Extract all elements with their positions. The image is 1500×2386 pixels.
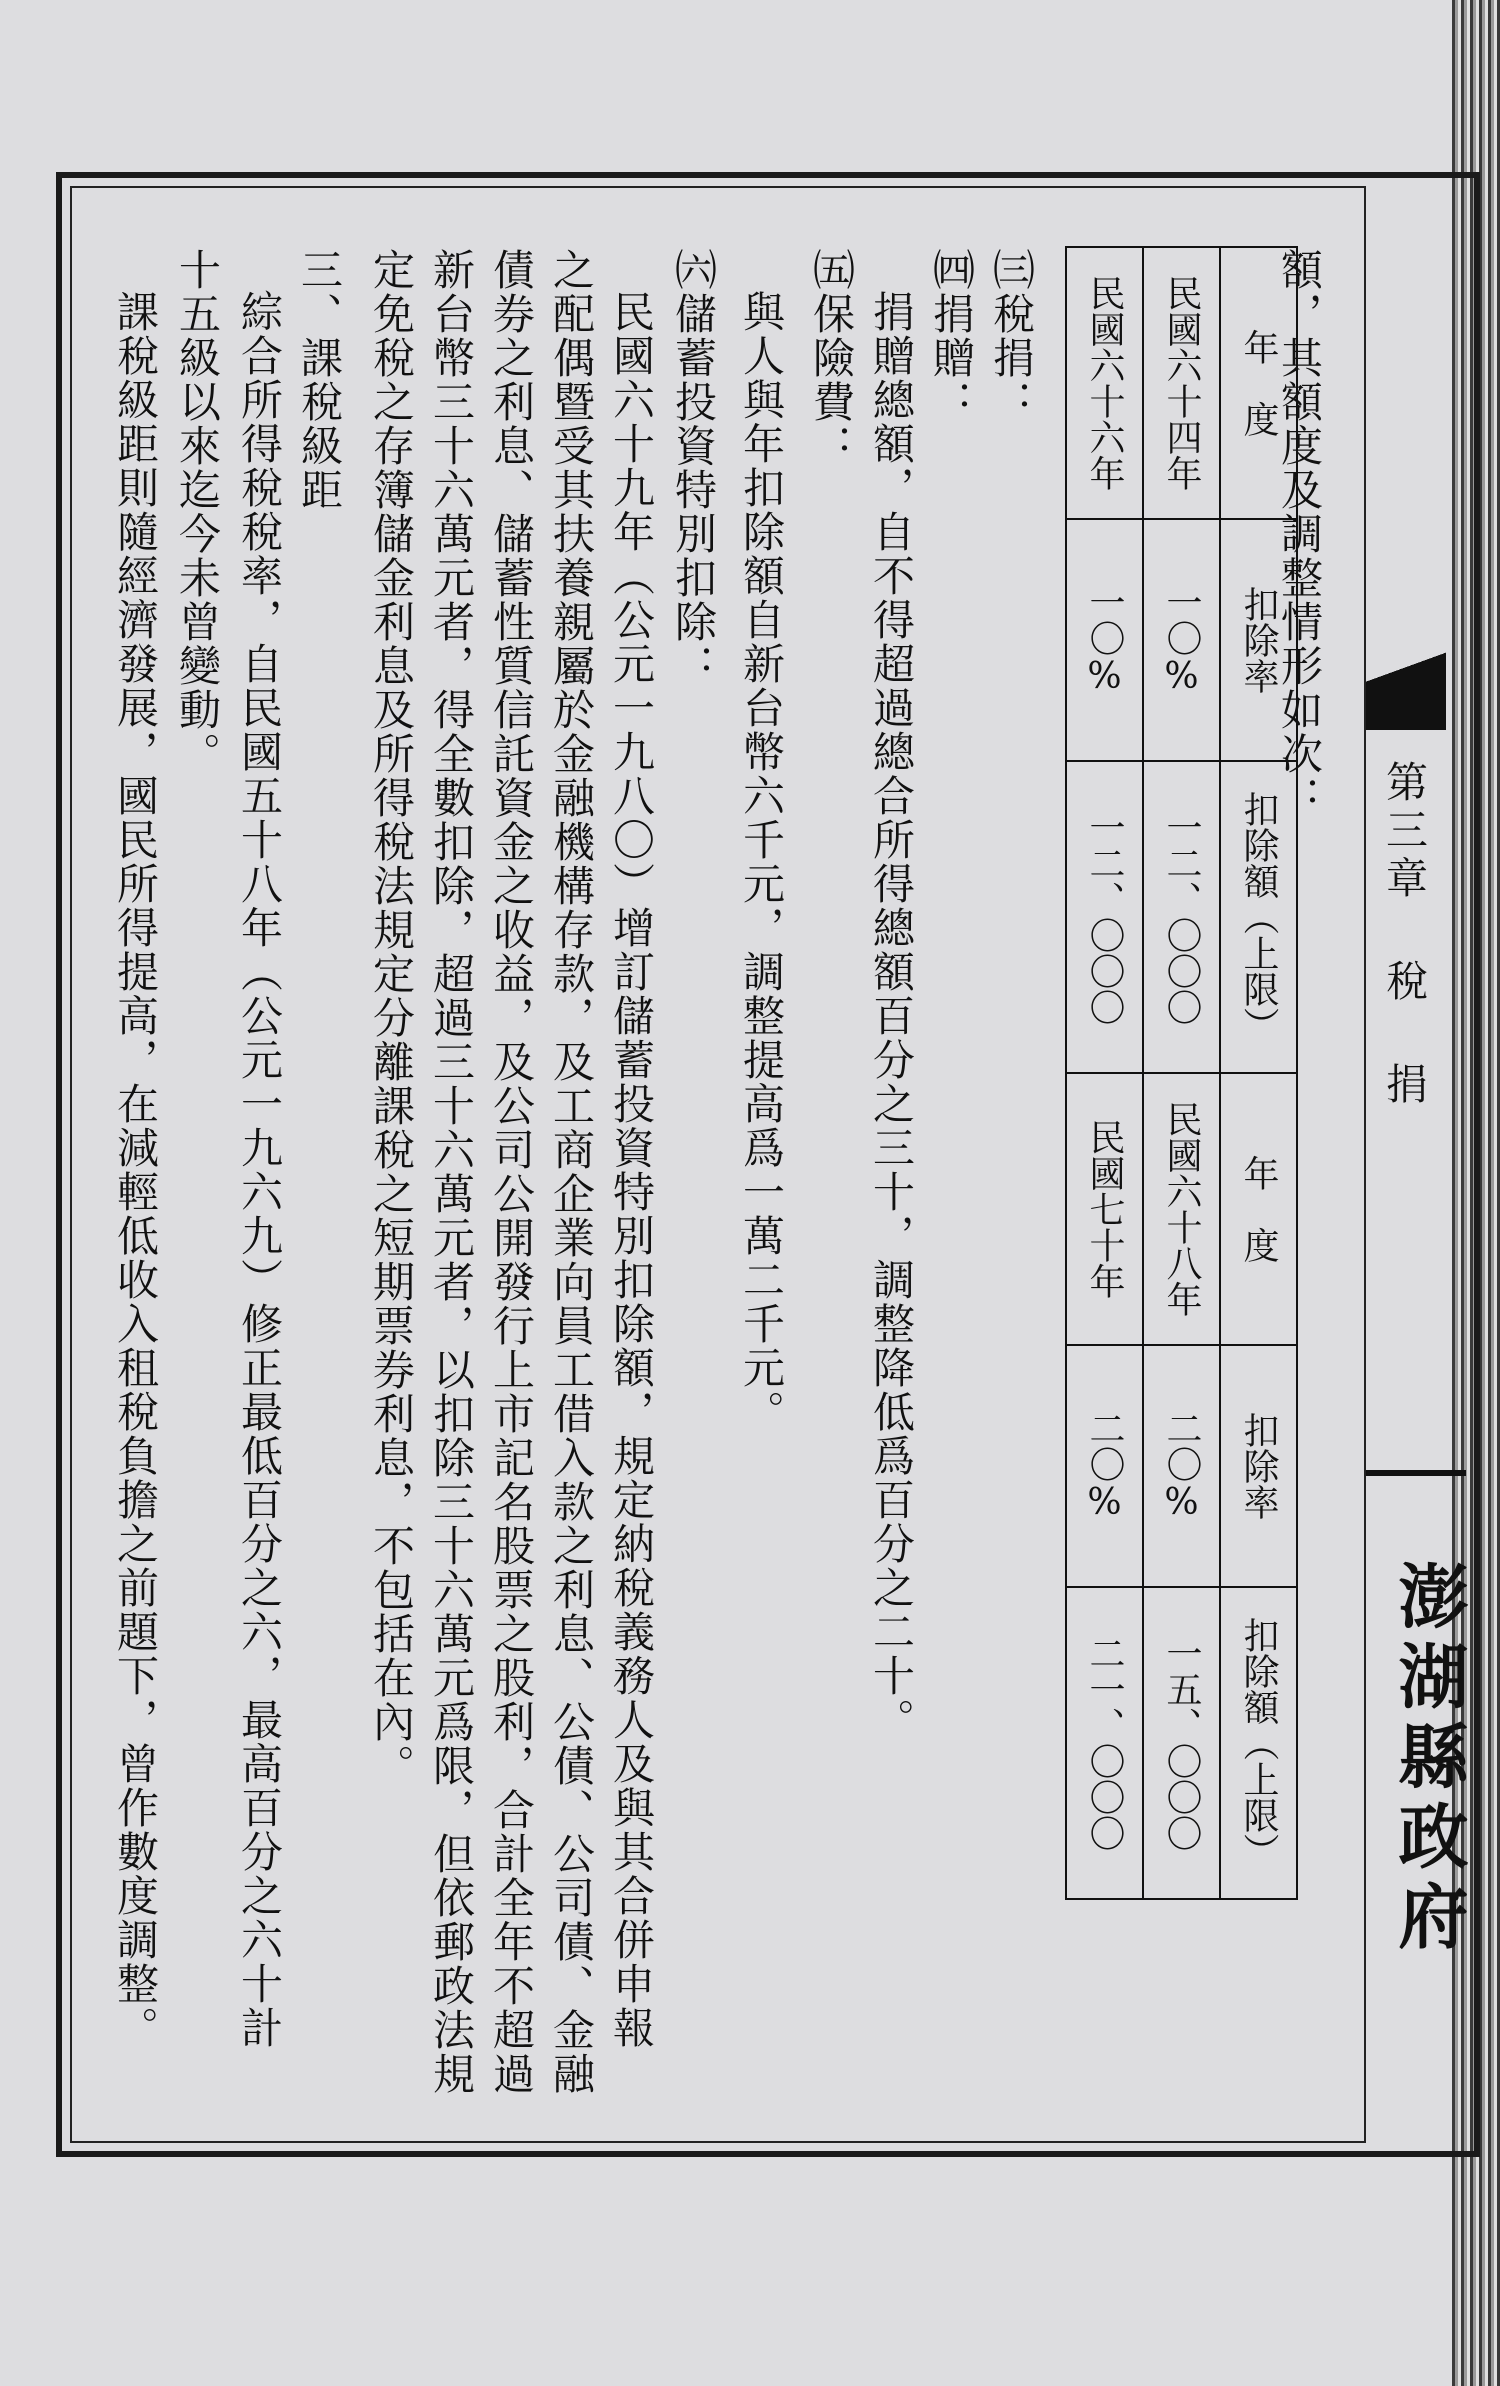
- table-cell: 一二、〇〇〇: [1143, 761, 1220, 1073]
- table-row: [1066, 247, 1143, 1899]
- body-line: 與人與年扣除額自新台幣六千元，調整提高爲一萬二千元。: [737, 290, 786, 1434]
- header-decoration: [1366, 640, 1446, 730]
- body-line: 十五級以來迄今未曾變動。: [173, 248, 222, 776]
- table-header-cell: 扣除額（上限）: [1220, 761, 1297, 1073]
- body-line: 債券之利息、儲蓄性質信託資金之收益，及公司公開發行上市記名股票之股利，合計全年不超過: [487, 248, 536, 2096]
- body-line: 綜合所得稅稅率，自民國五十八年（公元一九六九）修正最低百分之六，最高百分之六十計: [235, 290, 284, 2050]
- table-cell: 二〇%: [1066, 1345, 1143, 1587]
- table-cell: 一〇%: [1143, 519, 1220, 761]
- table-cell: 二一、〇〇〇: [1066, 1587, 1143, 1899]
- table-header-cell: 扣除率: [1220, 519, 1297, 761]
- table-row: [1143, 247, 1220, 1899]
- table-header-cell: 年 度: [1220, 247, 1297, 519]
- table-cell: 民國六十四年: [1143, 247, 1220, 519]
- table-cell: 民國六十八年: [1143, 1073, 1220, 1345]
- header-divider: [1366, 1470, 1466, 1476]
- table-header-cell: 年 度: [1220, 1073, 1297, 1345]
- table-cell: 一五、〇〇〇: [1143, 1587, 1220, 1899]
- table-header-cell: 扣除率: [1220, 1345, 1297, 1587]
- chapter-title: 第三章 稅 捐: [1380, 760, 1429, 1110]
- table-header-cell: 扣除額（上限）: [1220, 1587, 1297, 1899]
- section-heading: ㈣捐贈：: [927, 248, 976, 424]
- body-line: 額，其額度及調整情形如次：: [1275, 248, 1324, 820]
- body-line: 之配偶暨受其扶養親屬於金融機構存款，及工商企業向員工借入款之利息、公債、公司債、金融: [547, 248, 596, 2096]
- section-heading: 三、課稅級距: [295, 248, 344, 512]
- section-heading: ㈥儲蓄投資特別扣除：: [669, 248, 718, 688]
- table-cell: 民國六十六年: [1066, 247, 1143, 519]
- body-line: 捐贈總額，自不得超過總合所得總額百分之三十，調整降低爲百分之二十。: [867, 290, 916, 1742]
- table-cell: 一〇%: [1066, 519, 1143, 761]
- section-heading: ㈢稅捐：: [987, 248, 1036, 424]
- table-cell: 民國七十年: [1066, 1073, 1143, 1345]
- body-line: 民國六十九年（公元一九八〇）增訂儲蓄投資特別扣除額，規定納稅義務人及與其合併申報: [607, 290, 656, 2050]
- body-line: 定免稅之存簿儲金利息及所得稅法規定分離課稅之短期票券利息，不包括在內。: [367, 248, 416, 1788]
- table-cell: 二〇%: [1143, 1345, 1220, 1587]
- section-heading: ㈤保險費：: [807, 248, 856, 468]
- deduction-table: [1065, 246, 1298, 1900]
- body-line: 新台幣三十六萬元者，得全數扣除，超過三十六萬元者，以扣除三十六萬元爲限，但依郵政法規: [427, 248, 476, 2096]
- table-cell: 一二、〇〇〇: [1066, 761, 1143, 1073]
- body-line: 課稅級距則隨經濟發展，國民所得提高，在減輕低收入租稅負擔之前題下，曾作數度調整。: [111, 290, 160, 2050]
- publisher-name: 澎湖縣政府: [1387, 1560, 1470, 1960]
